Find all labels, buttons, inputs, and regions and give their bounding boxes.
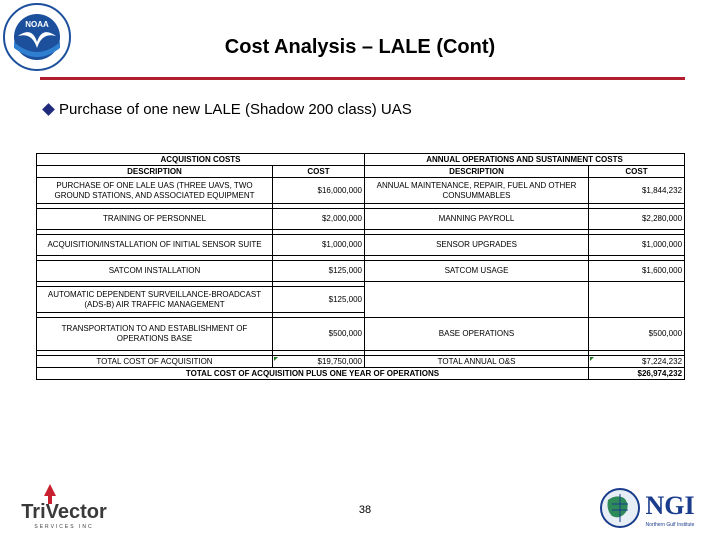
table-row [37, 318, 685, 351]
acq-cost: $16,000,000 [273, 178, 365, 204]
acq-description: TRANSPORTATION TO AND ESTABLISHMENT OF OPERATIONS BASE [37, 318, 273, 351]
grand-total-row [37, 368, 685, 380]
trivector-logo [14, 482, 114, 530]
ops-description: ANNUAL MAINTENANCE, REPAIR, FUEL AND OTHER CONSUMMABLES [365, 178, 589, 204]
col-header-cost: COST [273, 166, 365, 178]
total-ops-label: TOTAL ANNUAL O&S [365, 356, 589, 368]
table-row [37, 209, 685, 230]
ngi-logo-text: NGI [645, 491, 695, 520]
noaa-logo-text: NOAA [25, 20, 49, 29]
ops-cost: $2,280,000 [589, 209, 685, 230]
ops-description: BASE OPERATIONS [365, 318, 589, 351]
title-rule [40, 77, 685, 80]
total-acquisition-value: $19,750,000 [273, 356, 365, 368]
ngi-logo-subtext: Northern Gulf Institute [645, 522, 695, 528]
slide-title: Cost Analysis – LALE (Cont) [224, 36, 496, 58]
ops-cost: $500,000 [589, 318, 685, 351]
acquisition-header: ACQUISTION COSTS [37, 154, 365, 166]
trivector-logo-subtext: SERVICES INC [34, 524, 94, 530]
table-row [37, 287, 685, 313]
table-row [37, 261, 685, 282]
ops-description: SATCOM USAGE [365, 261, 589, 282]
acq-cost: $500,000 [273, 318, 365, 351]
ops-description: MANNING PAYROLL [365, 209, 589, 230]
ops-description [365, 287, 589, 313]
acq-cost: $125,000 [273, 261, 365, 282]
acq-description: ACQUISITION/INSTALLATION OF INITIAL SENSOR SUITE [37, 235, 273, 256]
col-header-cost: COST [589, 166, 685, 178]
acq-description: SATCOM INSTALLATION [37, 261, 273, 282]
ops-cost: $1,000,000 [589, 235, 685, 256]
acq-cost: $125,000 [273, 287, 365, 313]
total-ops-value: $7,224,232 [589, 356, 685, 368]
acq-description: TRAINING OF PERSONNEL [37, 209, 273, 230]
acq-cost: $1,000,000 [273, 235, 365, 256]
totals-row [37, 356, 685, 368]
total-acquisition-label: TOTAL COST OF ACQUISITION [37, 356, 273, 368]
trivector-logo-text: TriVector [21, 501, 107, 523]
ngi-logo [598, 486, 706, 532]
page-number: 38 [358, 504, 372, 516]
diamond-bullet-icon [42, 103, 55, 116]
table-row [37, 178, 685, 204]
cost-table [36, 153, 685, 380]
table-row [37, 235, 685, 256]
ops-cost: $1,600,000 [589, 261, 685, 282]
col-header-description: DESCRIPTION [365, 166, 589, 178]
acq-cost: $2,000,000 [273, 209, 365, 230]
acq-description: AUTOMATIC DEPENDENT SURVEILLANCE-BROADCAST (ADS-B) AIR TRAFFIC MANAGEMENT [37, 287, 273, 313]
grand-total-label: TOTAL COST OF ACQUISITION PLUS ONE YEAR OF OPERATIONS [37, 368, 589, 380]
bullet-text: Purchase of one new LALE (Shadow 200 class) UAS [59, 101, 412, 118]
ops-cost: $1,844,232 [589, 178, 685, 204]
operations-header: ANNUAL OPERATIONS AND SUSTAINMENT COSTS [365, 154, 685, 166]
ops-description: SENSOR UPGRADES [365, 235, 589, 256]
ops-cost [589, 287, 685, 313]
grand-total-value: $26,974,232 [589, 368, 685, 380]
col-header-description: DESCRIPTION [37, 166, 273, 178]
acq-description: PURCHASE OF ONE LALE UAS (THREE UAVS, TWO GROUND STATIONS, AND ASSOCIATED EQUIPMENT [37, 178, 273, 204]
bullet-item [44, 101, 412, 118]
